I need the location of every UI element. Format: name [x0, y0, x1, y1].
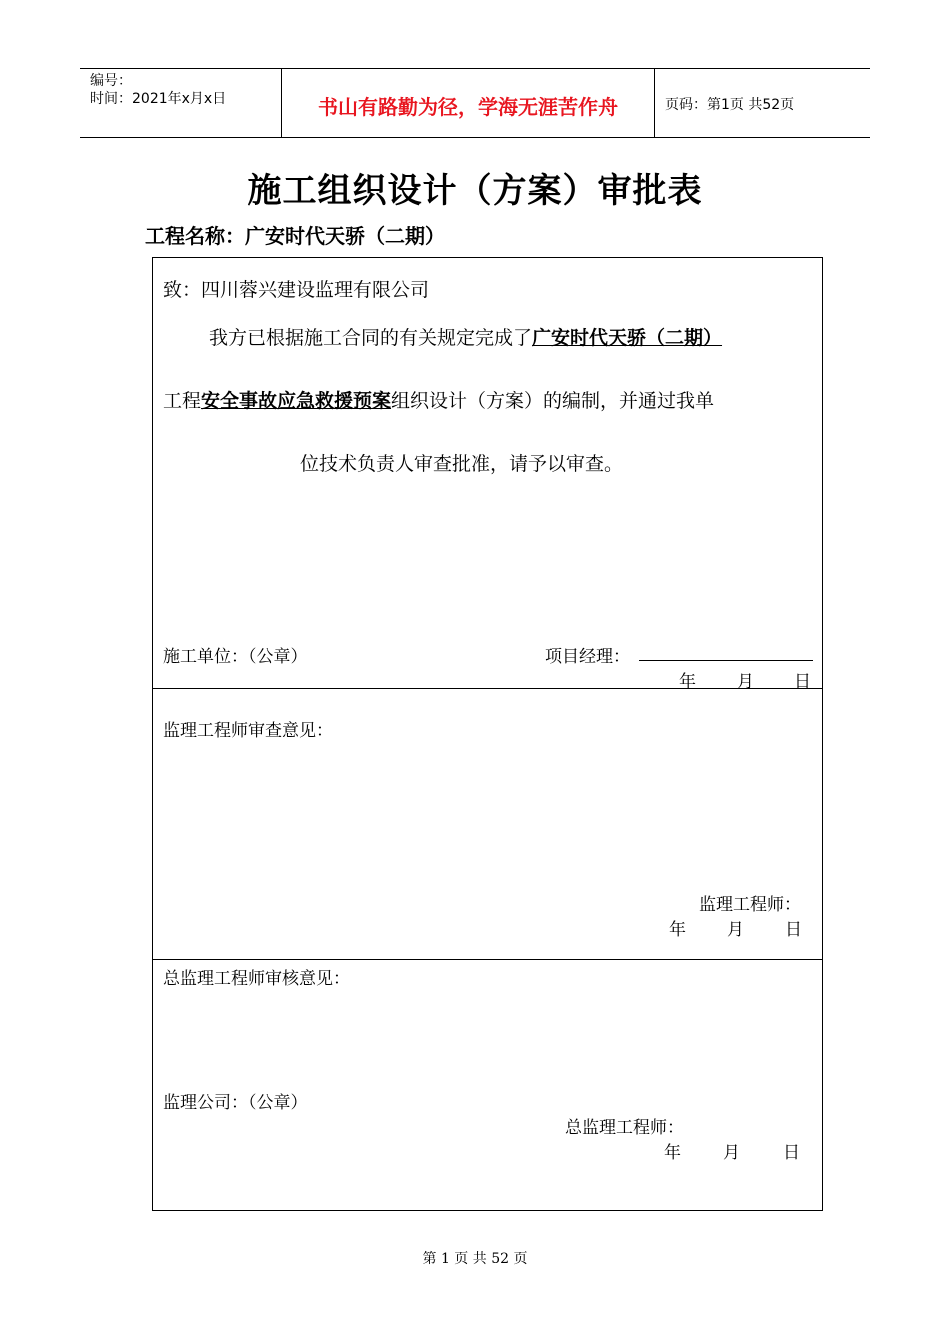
- document-time-label: 时间：2021年x月x日: [90, 91, 227, 107]
- submission-text: 我方已根据施工合同的有关规定完成了: [209, 327, 533, 349]
- supervision-company-seal-label: 监理公司：（公章）: [163, 1093, 308, 1113]
- recipient-line: 致：四川蓉兴建设监理有限公司: [163, 279, 430, 301]
- submission-prefix: 工程: [163, 390, 202, 412]
- date-day: 日: [794, 672, 811, 692]
- date-day: 日: [785, 920, 802, 940]
- approval-form: [152, 257, 823, 1211]
- date-month: 月: [727, 920, 744, 940]
- chief-opinion-label: 总监理工程师审核意见：: [163, 969, 350, 989]
- header-motto-cell: [282, 69, 655, 137]
- header-page-info: 页码：第1页 共52页: [665, 97, 795, 113]
- submission-paragraph-line-1: [209, 323, 722, 350]
- engineer-opinion-label: 监理工程师审查意见：: [163, 721, 333, 741]
- project-name: 工程名称：广安时代天骄（二期）: [145, 224, 445, 248]
- header-page-cell: [655, 69, 870, 137]
- header-meta-cell: [80, 69, 282, 137]
- document-title: 施工组织设计（方案）审批表: [247, 171, 703, 211]
- project-name-underlined: 广安时代天骄（二期）: [532, 327, 723, 349]
- engineer-signature-label: 监理工程师：: [699, 895, 801, 915]
- chief-engineer-signature-label: 总监理工程师：: [565, 1118, 684, 1138]
- submission-section: [153, 258, 822, 692]
- submission-paragraph-line-2: [163, 386, 714, 413]
- date-month: 月: [737, 672, 754, 692]
- manager-signature-line: [639, 660, 813, 661]
- contractor-seal-label: 施工单位：（公章）: [163, 647, 308, 667]
- page-footer: 第 1 页 共 52 页: [422, 1251, 528, 1267]
- date-year: 年: [664, 1143, 681, 1163]
- submission-paragraph-line-3: 位技术负责人审查批准，请予以审查。: [300, 453, 624, 475]
- date-day: 日: [783, 1143, 800, 1163]
- header-table: [80, 68, 870, 138]
- header-motto: 书山有路勤为径，学海无涯苦作舟: [318, 95, 618, 119]
- submission-suffix: 组织设计（方案）的编制，并通过我单: [391, 390, 715, 412]
- project-manager-label: 项目经理：: [545, 647, 630, 667]
- chief-review-section: [153, 960, 822, 1210]
- date-year: 年: [679, 672, 696, 692]
- date-year: 年: [669, 920, 686, 940]
- date-month: 月: [723, 1143, 740, 1163]
- engineer-review-section: [153, 689, 822, 960]
- document-number-label: 编号：: [90, 73, 132, 89]
- plan-name-underlined: 安全事故应急救援预案: [201, 390, 392, 412]
